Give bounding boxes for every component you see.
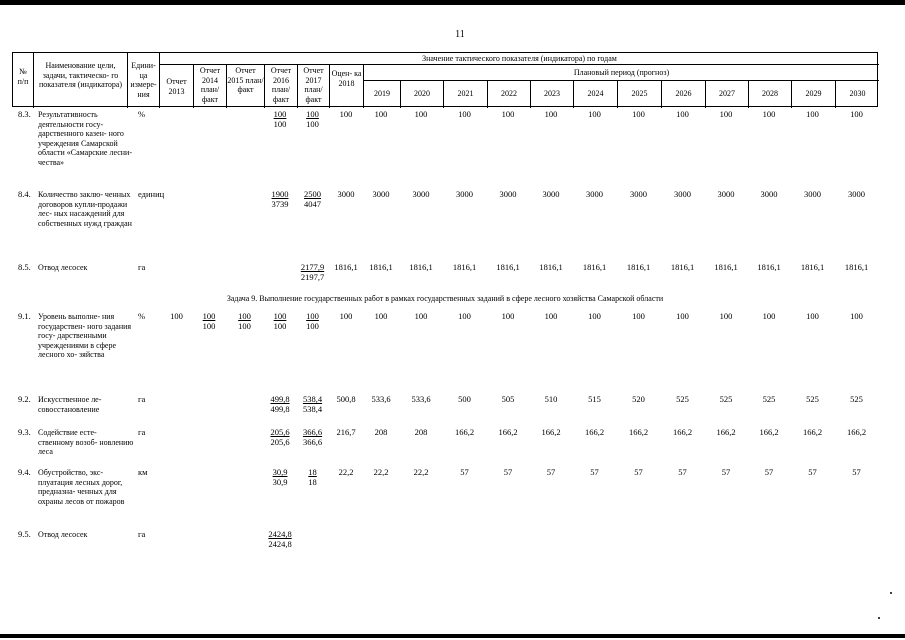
- forecast-value: 515: [588, 394, 601, 404]
- header-divider: [159, 64, 879, 65]
- forecast-value: 57: [460, 467, 469, 477]
- forecast-value: 100: [544, 311, 558, 321]
- fact-value-2017: 2197,7: [300, 272, 325, 282]
- indicator-name: Искусственное ле- совосстановление: [38, 395, 102, 414]
- plan-value-2016: 100: [273, 109, 287, 119]
- forecast-value: 3000: [630, 189, 647, 199]
- forecast-value: 166,2: [802, 427, 823, 437]
- fact-value-2014: 100: [202, 321, 216, 331]
- fact-value-2017: 100: [306, 321, 319, 331]
- fact-value-2016: 2424,8: [268, 539, 292, 549]
- value-2013: 100: [170, 311, 183, 321]
- forecast-year-header: 2026: [675, 89, 692, 98]
- forecast-value: 100: [719, 109, 733, 119]
- year-header: Оцен- ка 2018: [331, 69, 362, 88]
- forecast-value: 57: [590, 467, 599, 477]
- col-name-header: Наименование цели, задачи, тактическо- го показателя (индикатора): [38, 61, 123, 89]
- forecast-value: 57: [634, 467, 643, 477]
- forecast-year-header: 2022: [501, 89, 517, 98]
- forecast-value: 3000: [717, 189, 735, 199]
- forecast-value: 100: [806, 109, 819, 119]
- forecast-value: 208: [414, 427, 428, 437]
- forecast-value: 166,2: [846, 427, 867, 437]
- forecast-value: 100: [632, 109, 645, 119]
- forecast-value: 1816,1: [844, 262, 869, 272]
- col-num-header: № п/п: [17, 67, 29, 86]
- forecast-year-header: 2027: [719, 89, 735, 98]
- forecast-value: 100: [719, 311, 733, 321]
- unit-cell: га: [138, 529, 146, 539]
- estimate-2018: 100: [339, 109, 353, 119]
- fact-value-2017: 366,6: [302, 437, 323, 447]
- table-header: [12, 52, 878, 107]
- indicator-name: Результативность деятельности госу- дарственного казен- ного учреждения Самарской области «Самарские лесни- чества»: [38, 110, 132, 167]
- plan-value-2016: 30,9: [272, 467, 288, 477]
- forecast-value: 3000: [760, 189, 778, 199]
- fact-value-2016: 3739: [271, 199, 289, 209]
- forecast-value: 1816,1: [409, 262, 433, 272]
- plan-value-2017: 538,4: [302, 394, 323, 404]
- forecast-value: 1816,1: [626, 262, 651, 272]
- forecast-value: 100: [414, 311, 428, 321]
- forecast-value: 100: [458, 311, 471, 321]
- plan-value-2014: 100: [202, 311, 216, 321]
- task-9-title: Задача 9. Выполнение государственных работ в рамках государственных заданий в сфере лесного хозяйства Самарской области: [226, 294, 664, 303]
- unit-cell: км: [138, 467, 148, 477]
- col-unit-header: Едини- ца измере- ния: [130, 61, 157, 99]
- forecast-value: 100: [544, 109, 558, 119]
- forecast-value: 166,2: [628, 427, 649, 437]
- forecast-value: 1816,1: [369, 262, 393, 272]
- plan-value-2017: 366,6: [302, 427, 323, 437]
- unit-cell: %: [138, 311, 146, 321]
- plan-value-2017: 100: [306, 311, 319, 321]
- unit-cell: га: [138, 262, 146, 272]
- forecast-value: 1816,1: [496, 262, 520, 272]
- plan-value-2015: 100: [238, 311, 251, 321]
- forecast-value: 166,2: [541, 427, 561, 437]
- forecast-year-header: 2028: [762, 89, 778, 98]
- forecast-value: 166,2: [498, 427, 518, 437]
- forecast-value: 208: [374, 427, 388, 437]
- forecast-value: 166,2: [454, 427, 475, 437]
- forecast-value: 100: [501, 311, 515, 321]
- forecast-value: 57: [764, 467, 774, 477]
- forecast-value: 500: [458, 394, 471, 404]
- top-border-rule: [0, 0, 905, 5]
- plan-value-2016: 100: [273, 311, 287, 321]
- forecast-value: 100: [762, 109, 776, 119]
- forecast-value: 100: [374, 311, 388, 321]
- forecast-value: 100: [762, 311, 776, 321]
- row-number: 9.5.: [18, 529, 31, 539]
- unit-cell: га: [138, 394, 146, 404]
- estimate-2018: 216,7: [336, 427, 356, 437]
- forecast-value: 533,6: [371, 394, 391, 404]
- row-number: 9.2.: [18, 394, 31, 404]
- plan-value-2017: 18: [308, 467, 317, 477]
- year-header: Отчет 2013: [166, 77, 187, 96]
- forecast-year-header: 2024: [587, 89, 604, 98]
- fact-value-2017: 18: [308, 477, 317, 487]
- row-number: 8.5.: [18, 262, 31, 272]
- forecast-year-header: 2019: [374, 89, 390, 98]
- indicator-name: Обустройство, экс- плуатация лесных дорог, предназна- ченных для охраны лесов от пожаров: [38, 468, 125, 506]
- forecast-year-header: 2021: [457, 89, 474, 98]
- bottom-border-rule: [0, 634, 905, 638]
- scan-speck: [878, 617, 880, 619]
- forecast-value: 57: [852, 467, 861, 477]
- indicator-name: Количество заклю- ченных договоров купли-продажи лес- ных насаждений для собственных нужд граждан: [38, 190, 132, 228]
- fact-value-2017: 4047: [304, 199, 321, 209]
- year-header: Отчет 2014 план/ факт: [199, 66, 221, 104]
- forecast-value: 510: [544, 394, 558, 404]
- forecast-year-header: 2020: [414, 89, 430, 98]
- forecast-value: 22,2: [373, 467, 389, 477]
- forecast-value: 520: [632, 394, 645, 404]
- page-number: 11: [455, 29, 465, 40]
- forecast-value: 525: [762, 394, 776, 404]
- forecast-year-header: 2030: [849, 89, 866, 98]
- forecast-value: 525: [676, 394, 689, 404]
- forecast-value: 100: [676, 109, 689, 119]
- forecast-value: 100: [588, 109, 601, 119]
- forecast-value: 57: [808, 467, 817, 477]
- fact-value-2016: 205,6: [270, 437, 290, 447]
- plan-value-2017: 2500: [304, 189, 321, 199]
- forecast-value: 166,2: [716, 427, 736, 437]
- year-header: Отчет 2016 план/ факт: [270, 66, 292, 104]
- forecast-value: 525: [719, 394, 733, 404]
- row-number: 8.3.: [18, 109, 31, 119]
- forecast-value: 100: [850, 311, 863, 321]
- fact-value-2016: 30,9: [272, 477, 288, 487]
- fact-value-2017: 538,4: [302, 404, 323, 414]
- plan-value-2017: 100: [306, 109, 319, 119]
- forecast-value: 100: [414, 109, 428, 119]
- row-number: 9.4.: [18, 467, 31, 477]
- forecast-value: 100: [588, 311, 601, 321]
- plan-value-2017: 2177,9: [300, 262, 325, 272]
- forecast-value: 525: [850, 394, 863, 404]
- forecast-value: 1816,1: [800, 262, 825, 272]
- unit-cell: %: [138, 109, 146, 119]
- forecast-value: 1816,1: [539, 262, 563, 272]
- plan-value-2016: 499,8: [270, 394, 290, 404]
- forecast-value: 57: [546, 467, 556, 477]
- header-divider: [363, 80, 879, 81]
- values-group-header: Значение тактического показателя (индикатора) по годам: [422, 54, 617, 63]
- forecast-value: 3000: [499, 189, 517, 199]
- forecast-value: 3000: [372, 189, 390, 199]
- row-number: 8.4.: [18, 189, 31, 199]
- forecast-value: 100: [806, 311, 819, 321]
- fact-value-2015: 100: [238, 321, 251, 331]
- estimate-2018: 500,8: [336, 394, 356, 404]
- forecast-value: 100: [632, 311, 645, 321]
- forecast-value: 525: [806, 394, 819, 404]
- plan-value-2016: 2424,8: [268, 529, 292, 539]
- fact-value-2016: 100: [273, 321, 287, 331]
- forecast-year-header: 2025: [631, 89, 648, 98]
- forecast-value: 57: [503, 467, 513, 477]
- fact-value-2017: 100: [306, 119, 319, 129]
- unit-cell: га: [138, 427, 146, 437]
- indicator-name: Отвод лесосек: [38, 263, 88, 272]
- forecast-value: 166,2: [584, 427, 605, 437]
- forecast-value: 57: [721, 467, 731, 477]
- indicator-name: Содействие есте- ственному возоб- новлению леса: [38, 428, 134, 456]
- forecast-value: 166,2: [672, 427, 693, 437]
- forecast-value: 1816,1: [582, 262, 607, 272]
- indicator-name: Уровень выполне- ния государствен- ного задания госу- дарственными учреждениями в сфере лесного хо- зяйства: [38, 312, 132, 359]
- forecast-year-header: 2023: [544, 89, 560, 98]
- forecast-value: 3000: [412, 189, 430, 199]
- forecast-value: 533,6: [411, 394, 431, 404]
- forecast-value: 3000: [542, 189, 560, 199]
- year-header: Отчет 2015 план/ факт: [227, 66, 264, 94]
- forecast-value: 100: [501, 109, 515, 119]
- forecast-value: 505: [501, 394, 515, 404]
- estimate-2018: 100: [339, 311, 353, 321]
- forecast-value: 57: [678, 467, 687, 477]
- forecast-value: 1816,1: [714, 262, 738, 272]
- forecast-value: 1816,1: [757, 262, 781, 272]
- indicator-name: Отвод лесосек: [38, 530, 88, 539]
- forecast-value: 3000: [456, 189, 473, 199]
- fact-value-2016: 499,8: [270, 404, 290, 414]
- unit-cell: единиц: [138, 189, 165, 199]
- estimate-2018: 22,2: [338, 467, 354, 477]
- year-header: Отчет 2017 план/ факт: [303, 66, 324, 104]
- plan-value-2016: 1900: [271, 189, 289, 199]
- forecast-value: 3000: [586, 189, 603, 199]
- forecast-value: 1816,1: [452, 262, 477, 272]
- forecast-value: 100: [676, 311, 689, 321]
- forecast-value: 22,2: [413, 467, 429, 477]
- forecast-value: 3000: [804, 189, 821, 199]
- forecast-year-header: 2029: [805, 89, 822, 98]
- plan-value-2016: 205,6: [270, 427, 290, 437]
- scan-speck: [890, 592, 892, 594]
- estimate-2018: 3000: [337, 189, 355, 199]
- forecast-value: 3000: [848, 189, 865, 199]
- fact-value-2016: 100: [273, 119, 287, 129]
- forecast-period-header: Плановый период (прогноз): [573, 68, 670, 77]
- forecast-value: 3000: [674, 189, 691, 199]
- row-number: 9.1.: [18, 311, 31, 321]
- forecast-value: 166,2: [759, 427, 779, 437]
- forecast-value: 1816,1: [670, 262, 695, 272]
- forecast-value: 100: [850, 109, 863, 119]
- forecast-value: 100: [458, 109, 471, 119]
- row-number: 9.3.: [18, 427, 31, 437]
- forecast-value: 100: [374, 109, 388, 119]
- estimate-2018: 1816,1: [334, 262, 358, 272]
